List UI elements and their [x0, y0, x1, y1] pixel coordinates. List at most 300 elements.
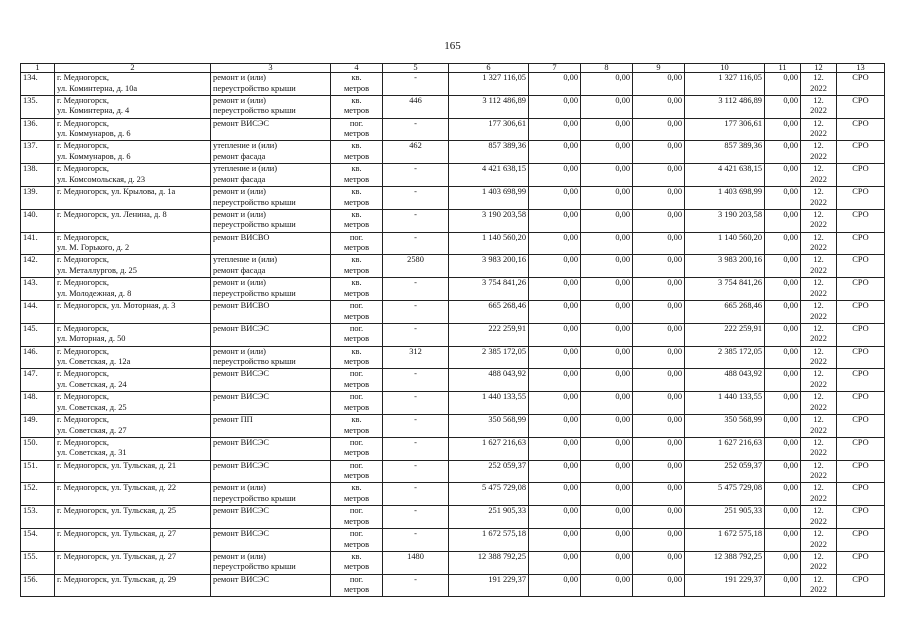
unit-cell-line: метров [343, 379, 370, 389]
address-cell [55, 278, 211, 301]
col7-cell-line: 0,00 [563, 323, 578, 333]
cost-regional-cell [685, 95, 765, 118]
row-number-cell-line: 145. [23, 323, 38, 333]
col7-cell [529, 369, 581, 392]
method-cell [837, 369, 885, 392]
unit-cell-line: метров [343, 585, 370, 595]
cost-regional-cell [685, 186, 765, 209]
col9-cell [633, 346, 685, 369]
deadline-cell-line: 2022 [810, 357, 827, 367]
deadline-cell-line: 2022 [810, 471, 827, 481]
cost-total-cell [449, 300, 529, 323]
cost-regional-cell-line: 251 905,33 [724, 506, 762, 516]
col9-cell [633, 392, 685, 415]
deadline-cell-line: 12. [813, 574, 824, 584]
deadline-cell-line: 2022 [810, 288, 827, 298]
col9-cell-line: 0,00 [667, 73, 682, 82]
cost-regional-cell-line: 665 268,46 [724, 300, 762, 310]
cost-regional-cell [685, 369, 765, 392]
col8-cell-line: 0,00 [615, 460, 630, 470]
method-cell [837, 346, 885, 369]
col7-cell-line: 0,00 [563, 278, 578, 288]
address-cell-line: г. Медногорск, [57, 369, 110, 379]
cost-regional-cell-line: 1 672 575,18 [718, 528, 762, 538]
col8-cell [581, 414, 633, 437]
address-cell-line: г. Медногорск, [57, 95, 110, 105]
address-cell-line: ул. Комсомольская, д. 23 [57, 174, 146, 184]
table-row [21, 141, 885, 164]
deadline-cell-line: 2022 [810, 539, 827, 549]
unit-cell-line: кв. [351, 209, 362, 219]
col11-cell [765, 95, 801, 118]
header-cell: 10 [685, 64, 765, 73]
unit-cell-line: кв. [351, 164, 362, 174]
col9-cell-line: 0,00 [667, 369, 682, 379]
unit-cell [331, 369, 383, 392]
header-cell: 9 [633, 64, 685, 73]
col9-cell [633, 73, 685, 96]
quantity-cell [383, 255, 449, 278]
col8-cell [581, 392, 633, 415]
work-type-cell [211, 323, 331, 346]
quantity-cell [383, 460, 449, 483]
row-number-cell-line: 140. [23, 209, 38, 219]
unit-cell-line: метров [343, 197, 370, 207]
deadline-cell-line: 2022 [810, 311, 827, 321]
deadline-cell-line: 2022 [810, 151, 827, 161]
col11-cell-line: 0,00 [783, 437, 798, 447]
col9-cell-line: 0,00 [667, 232, 682, 242]
quantity-cell [383, 551, 449, 574]
cost-total-cell [449, 323, 529, 346]
unit-cell-line: метров [343, 83, 370, 93]
cost-total-cell [449, 141, 529, 164]
unit-cell-line: пог. [349, 528, 364, 538]
deadline-cell-line: 2022 [810, 448, 827, 458]
col7-cell [529, 95, 581, 118]
unit-cell-line: пог. [349, 392, 364, 402]
row-number-cell [21, 506, 55, 529]
unit-cell-line: метров [343, 151, 370, 161]
col11-cell-line: 0,00 [783, 551, 798, 561]
col8-cell [581, 551, 633, 574]
deadline-cell-line: 2022 [810, 106, 827, 116]
table-row [21, 414, 885, 437]
col7-cell [529, 346, 581, 369]
deadline-cell [801, 369, 837, 392]
row-number-cell-line: 137. [23, 141, 38, 151]
unit-cell-line: кв. [351, 255, 362, 265]
address-cell-line: г. Медногорск, [57, 118, 110, 128]
deadline-cell [801, 414, 837, 437]
work-type-cell-line: ремонт ВИСЭС [213, 574, 269, 584]
address-cell-line: ул. Советская, д. 24 [57, 379, 127, 389]
row-number-cell-line: 155. [23, 551, 38, 561]
col11-cell [765, 164, 801, 187]
deadline-cell-line: 2022 [810, 334, 827, 344]
unit-cell [331, 551, 383, 574]
unit-cell-line: метров [343, 129, 370, 139]
quantity-cell-line: 312 [409, 346, 422, 356]
quantity-cell-line: 2580 [407, 255, 424, 265]
cost-regional-cell [685, 346, 765, 369]
col8-cell [581, 141, 633, 164]
col9-cell-line: 0,00 [667, 437, 682, 447]
col8-cell-line: 0,00 [615, 551, 630, 561]
col11-cell [765, 437, 801, 460]
col8-cell-line: 0,00 [615, 483, 630, 493]
quantity-cell-line: - [414, 437, 417, 447]
deadline-cell-line: 12. [813, 300, 824, 310]
unit-cell-line: пог. [349, 437, 364, 447]
col9-cell [633, 186, 685, 209]
address-cell [55, 483, 211, 506]
deadline-cell-line: 12. [813, 232, 824, 242]
work-type-cell [211, 95, 331, 118]
row-number-cell [21, 323, 55, 346]
work-type-cell-line: ремонт и (или) [213, 95, 266, 105]
method-cell [837, 164, 885, 187]
row-number-cell [21, 164, 55, 187]
col11-cell [765, 346, 801, 369]
table-row [21, 506, 885, 529]
method-cell-line: СРО [852, 551, 869, 561]
deadline-cell [801, 506, 837, 529]
col9-cell-line: 0,00 [667, 414, 682, 424]
deadline-cell-line: 12. [813, 164, 824, 174]
row-number-cell-line: 148. [23, 392, 38, 402]
deadline-cell-line: 12. [813, 141, 824, 151]
header-cell: 1 [21, 64, 55, 73]
col7-cell-line: 0,00 [563, 300, 578, 310]
col7-cell [529, 460, 581, 483]
address-cell-line: г. Медногорск, [57, 346, 110, 356]
deadline-cell-line: 2022 [810, 402, 827, 412]
unit-cell [331, 437, 383, 460]
cost-regional-cell [685, 278, 765, 301]
unit-cell-line: кв. [351, 414, 362, 424]
col11-cell-line: 0,00 [783, 118, 798, 128]
col7-cell [529, 186, 581, 209]
row-number-cell [21, 346, 55, 369]
address-cell [55, 506, 211, 529]
work-type-cell [211, 392, 331, 415]
work-type-cell-line: ремонт и (или) [213, 346, 266, 356]
col8-cell [581, 95, 633, 118]
col8-cell-line: 0,00 [615, 574, 630, 584]
col9-cell [633, 118, 685, 141]
col8-cell [581, 369, 633, 392]
row-number-cell [21, 232, 55, 255]
method-cell [837, 232, 885, 255]
deadline-cell-line: 12. [813, 278, 824, 288]
col8-cell [581, 209, 633, 232]
col9-cell-line: 0,00 [667, 300, 682, 310]
address-cell [55, 118, 211, 141]
quantity-cell-line: - [414, 574, 417, 584]
work-type-cell [211, 574, 331, 597]
col9-cell [633, 574, 685, 597]
address-cell-line: ул. М. Горького, д. 2 [57, 243, 130, 253]
deadline-cell [801, 232, 837, 255]
col11-cell [765, 300, 801, 323]
work-type-cell [211, 483, 331, 506]
deadline-cell-line: 12. [813, 528, 824, 538]
cost-total-cell [449, 232, 529, 255]
method-cell-line: СРО [852, 460, 869, 470]
unit-cell-line: метров [343, 516, 370, 526]
quantity-cell-line: - [414, 528, 417, 538]
unit-cell [331, 414, 383, 437]
col7-cell-line: 0,00 [563, 506, 578, 516]
deadline-cell-line: 12. [813, 95, 824, 105]
address-cell-line: ул. Коминтерна, д. 4 [57, 106, 130, 116]
unit-cell [331, 506, 383, 529]
col11-cell-line: 0,00 [783, 392, 798, 402]
quantity-cell-line: - [414, 323, 417, 333]
deadline-cell [801, 73, 837, 96]
method-cell-line: СРО [852, 232, 869, 242]
quantity-cell [383, 141, 449, 164]
table-row [21, 528, 885, 551]
col7-cell [529, 414, 581, 437]
col11-cell [765, 232, 801, 255]
col7-cell-line: 0,00 [563, 574, 578, 584]
col8-cell-line: 0,00 [615, 118, 630, 128]
col8-cell [581, 278, 633, 301]
work-type-cell [211, 528, 331, 551]
col8-cell-line: 0,00 [615, 323, 630, 333]
unit-cell-line: кв. [351, 95, 362, 105]
quantity-cell [383, 323, 449, 346]
col7-cell-line: 0,00 [563, 369, 578, 379]
cost-regional-cell [685, 300, 765, 323]
unit-cell [331, 460, 383, 483]
address-cell [55, 209, 211, 232]
method-cell-line: СРО [852, 118, 869, 128]
deadline-cell-line: 12. [813, 255, 824, 265]
quantity-cell-line: - [414, 300, 417, 310]
unit-cell [331, 300, 383, 323]
cost-regional-cell-line: 5 475 729,08 [718, 483, 762, 493]
address-cell [55, 574, 211, 597]
quantity-cell [383, 278, 449, 301]
col11-cell-line: 0,00 [783, 483, 798, 493]
col8-cell [581, 506, 633, 529]
cost-regional-cell-line: 177 306,61 [724, 118, 762, 128]
unit-cell-line: метров [343, 265, 370, 275]
cost-regional-cell-line: 3 190 203,58 [718, 209, 762, 219]
unit-cell-line: кв. [351, 278, 362, 288]
col11-cell [765, 414, 801, 437]
cost-regional-cell-line: 488 043,92 [724, 369, 762, 379]
table-row [21, 164, 885, 187]
col9-cell-line: 0,00 [667, 460, 682, 470]
col7-cell [529, 209, 581, 232]
work-type-cell-line: переустройство крыши [213, 357, 296, 367]
cost-regional-cell [685, 392, 765, 415]
address-cell-line: г. Медногорск, [57, 255, 110, 265]
method-cell-line: СРО [852, 278, 869, 288]
deadline-cell-line: 2022 [810, 562, 827, 572]
cost-total-cell-line: 251 905,33 [488, 506, 526, 516]
col9-cell [633, 232, 685, 255]
work-type-cell-line: ремонт ВИСЭС [213, 437, 269, 447]
col9-cell [633, 95, 685, 118]
col9-cell-line: 0,00 [667, 118, 682, 128]
deadline-cell [801, 209, 837, 232]
quantity-cell-line: - [414, 483, 417, 493]
cost-total-cell-line: 1 672 575,18 [482, 528, 526, 538]
address-cell [55, 528, 211, 551]
cost-total-cell [449, 483, 529, 506]
cost-regional-cell [685, 483, 765, 506]
col11-cell-line: 0,00 [783, 164, 798, 174]
col11-cell-line: 0,00 [783, 346, 798, 356]
row-number-cell-line: 136. [23, 118, 38, 128]
cost-total-cell-line: 12 388 792,25 [477, 551, 526, 561]
work-type-cell-line: ремонт ВИСЭС [213, 323, 269, 333]
table-row [21, 300, 885, 323]
quantity-cell-line: - [414, 369, 417, 379]
method-cell [837, 141, 885, 164]
work-type-cell-line: ремонт фасада [213, 174, 266, 184]
col7-cell-line: 0,00 [563, 483, 578, 493]
unit-cell-line: пог. [349, 323, 364, 333]
col11-cell [765, 528, 801, 551]
col8-cell [581, 73, 633, 96]
unit-cell [331, 528, 383, 551]
col8-cell [581, 528, 633, 551]
work-type-cell-line: переустройство крыши [213, 197, 296, 207]
row-number-cell [21, 300, 55, 323]
work-type-cell-line: переустройство крыши [213, 562, 296, 572]
col11-cell [765, 551, 801, 574]
address-cell-line: ул. Советская, д. 12а [57, 357, 131, 367]
row-number-cell [21, 414, 55, 437]
method-cell-line: СРО [852, 255, 869, 265]
work-type-cell [211, 414, 331, 437]
work-type-cell-line: ремонт и (или) [213, 73, 266, 82]
quantity-cell [383, 528, 449, 551]
cost-regional-cell [685, 141, 765, 164]
col11-cell-line: 0,00 [783, 209, 798, 219]
deadline-cell [801, 141, 837, 164]
row-number-cell [21, 95, 55, 118]
cost-total-cell [449, 551, 529, 574]
work-type-cell-line: утепление и (или) [213, 164, 278, 174]
cost-total-cell-line: 1 403 698,99 [482, 186, 526, 196]
table-row [21, 392, 885, 415]
method-cell-line: СРО [852, 95, 869, 105]
cost-regional-cell-line: 222 259,91 [724, 323, 762, 333]
address-cell-line: г. Медногорск, [57, 278, 110, 288]
cost-total-cell [449, 506, 529, 529]
deadline-cell-line: 12. [813, 209, 824, 219]
cost-regional-cell-line: 1 327 116,05 [718, 73, 762, 82]
col7-cell-line: 0,00 [563, 232, 578, 242]
col9-cell [633, 141, 685, 164]
row-number-cell [21, 528, 55, 551]
col9-cell-line: 0,00 [667, 164, 682, 174]
method-cell [837, 506, 885, 529]
col8-cell-line: 0,00 [615, 209, 630, 219]
quantity-cell [383, 73, 449, 96]
cost-total-cell-line: 350 568,99 [488, 414, 526, 424]
deadline-cell-line: 12. [813, 551, 824, 561]
method-cell [837, 460, 885, 483]
method-cell [837, 255, 885, 278]
cost-total-cell [449, 209, 529, 232]
table-row [21, 460, 885, 483]
row-number-cell [21, 369, 55, 392]
unit-cell-line: метров [343, 334, 370, 344]
address-cell [55, 437, 211, 460]
cost-regional-cell-line: 3 983 200,16 [718, 255, 762, 265]
address-cell-line: г. Медногорск, ул. Моторная, д. 3 [57, 300, 176, 310]
table-row [21, 118, 885, 141]
work-type-cell-line: ремонт и (или) [213, 551, 266, 561]
cost-regional-cell [685, 118, 765, 141]
work-type-cell-line: ремонт фасада [213, 151, 266, 161]
deadline-cell [801, 483, 837, 506]
deadline-cell [801, 300, 837, 323]
quantity-cell [383, 369, 449, 392]
work-type-cell [211, 164, 331, 187]
col8-cell-line: 0,00 [615, 232, 630, 242]
col7-cell-line: 0,00 [563, 186, 578, 196]
work-type-cell-line: ремонт ПП [213, 414, 253, 424]
col8-cell-line: 0,00 [615, 255, 630, 265]
unit-cell [331, 255, 383, 278]
unit-cell [331, 73, 383, 96]
quantity-cell-line: 462 [409, 141, 422, 151]
col7-cell-line: 0,00 [563, 460, 578, 470]
cost-total-cell-line: 3 983 200,16 [482, 255, 526, 265]
unit-cell-line: кв. [351, 551, 362, 561]
quantity-cell [383, 483, 449, 506]
work-type-cell-line: ремонт ВИСЭС [213, 528, 269, 538]
col9-cell [633, 551, 685, 574]
col7-cell-line: 0,00 [563, 118, 578, 128]
row-number-cell [21, 73, 55, 96]
deadline-cell [801, 460, 837, 483]
row-number-cell-line: 156. [23, 574, 38, 584]
work-type-cell-line: переустройство крыши [213, 83, 296, 93]
unit-cell-line: кв. [351, 483, 362, 493]
work-type-cell-line: утепление и (или) [213, 141, 278, 151]
row-number-cell-line: 141. [23, 232, 38, 242]
col9-cell [633, 414, 685, 437]
deadline-cell-line: 12. [813, 118, 824, 128]
method-cell [837, 73, 885, 96]
col9-cell [633, 300, 685, 323]
unit-cell-line: пог. [349, 574, 364, 584]
col11-cell [765, 483, 801, 506]
col11-cell [765, 255, 801, 278]
row-number-cell [21, 460, 55, 483]
col8-cell-line: 0,00 [615, 186, 630, 196]
row-number-cell-line: 146. [23, 346, 38, 356]
col7-cell [529, 506, 581, 529]
address-cell-line: г. Медногорск, [57, 232, 110, 242]
cost-total-cell [449, 278, 529, 301]
unit-cell-line: пог. [349, 369, 364, 379]
col7-cell [529, 118, 581, 141]
col7-cell [529, 164, 581, 187]
address-cell-line: г. Медногорск, [57, 392, 110, 402]
method-cell [837, 186, 885, 209]
